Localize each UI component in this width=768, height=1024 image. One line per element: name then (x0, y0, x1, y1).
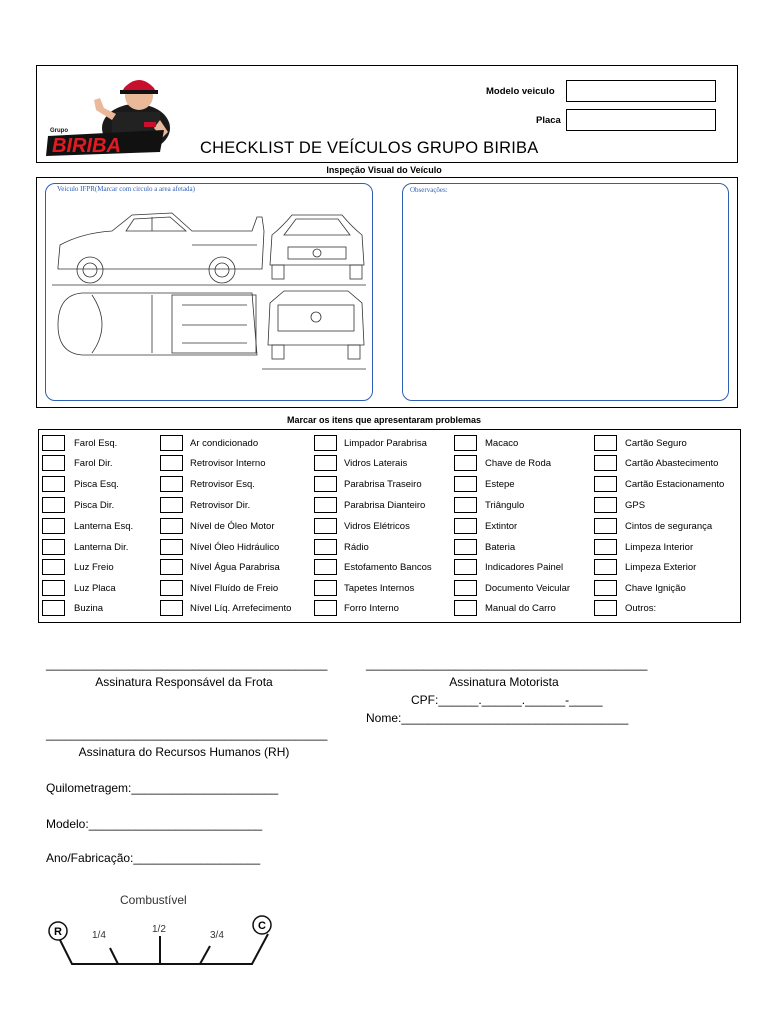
checklist-checkbox[interactable] (594, 518, 617, 534)
checklist-checkbox[interactable] (454, 435, 477, 451)
frota-signature-line[interactable]: ____________________________________________ (46, 659, 328, 671)
checklist-checkbox[interactable] (314, 580, 337, 596)
checklist-checkbox[interactable] (160, 476, 183, 492)
checklist-checkbox[interactable] (160, 539, 183, 555)
fuel-tick-quarter: 1/4 (92, 930, 106, 941)
checklist-item-label: Cintos de segurança (625, 521, 713, 532)
checklist-item-label: Retrovisor Dir. (190, 500, 251, 511)
ano-fabricacao-field[interactable]: Ano/Fabricação:___________________ (46, 851, 261, 865)
modelo-label: Modelo veiculo (486, 86, 555, 97)
checklist-checkbox[interactable] (454, 497, 477, 513)
checklist-item-label: GPS (625, 500, 646, 511)
checklist-item-label: Manual do Carro (485, 603, 556, 614)
svg-text:C: C (258, 920, 266, 932)
checklist-checkbox[interactable] (454, 476, 477, 492)
checklist-checkbox[interactable] (314, 455, 337, 471)
checklist-item-label: Buzina (74, 603, 104, 614)
checklist-item-label: Estepe (485, 479, 515, 490)
checklist-checkbox[interactable] (42, 497, 65, 513)
checklist-item-label: Nível Líq. Arrefecimento (190, 603, 292, 614)
checklist-item-label: Extintor (485, 521, 518, 532)
checklist-item-label: Parabrisa Dianteiro (344, 500, 426, 511)
checklist-checkbox[interactable] (594, 435, 617, 451)
checklist-checkbox[interactable] (160, 600, 183, 616)
rh-signature-line[interactable]: ____________________________________________ (46, 729, 328, 741)
checklist-checkbox[interactable] (454, 600, 477, 616)
checklist-item-label: Lanterna Dir. (74, 542, 129, 553)
nome-field[interactable]: Nome:__________________________________ (366, 711, 629, 725)
cpf-field[interactable]: CPF:______.______.______-_____ (411, 693, 603, 707)
checklist-checkbox[interactable] (594, 600, 617, 616)
checklist-checkbox[interactable] (314, 476, 337, 492)
checklist-item-label: Nível Água Parabrisa (190, 562, 280, 573)
frota-signature-caption: Assinatura Responsável da Frota (95, 675, 273, 689)
checklist-checkbox[interactable] (454, 559, 477, 575)
rh-signature-caption: Assinatura do Recursos Humanos (RH) (78, 745, 290, 759)
vehicle-rear-view (262, 291, 366, 369)
placa-label: Placa (536, 115, 561, 126)
checklist-checkbox[interactable] (42, 476, 65, 492)
company-logo (44, 70, 184, 160)
svg-text:Grupo: Grupo (50, 128, 68, 134)
checklist-checkbox[interactable] (314, 435, 337, 451)
vehicle-diagram (52, 195, 370, 380)
inspection-section-title: Inspeção Visual do Veículo (326, 165, 442, 175)
checklist-item-label: Luz Freio (74, 562, 114, 573)
checklist-item-label: Parabrisa Traseiro (344, 479, 422, 490)
modelo-field[interactable]: Modelo:__________________________ (46, 817, 263, 831)
checklist-item-label: Tapetes Internos (344, 583, 415, 594)
checklist-item-label: Pisca Dir. (74, 500, 115, 511)
checklist-item-label: Outros: (625, 603, 657, 614)
checklist-item-label: Limpeza Exterior (625, 562, 697, 573)
checklist-item-label: Chave de Roda (485, 458, 552, 469)
modelo-input[interactable] (566, 80, 716, 102)
checklist-item-label: Triângulo (485, 500, 525, 511)
checklist-checkbox[interactable] (594, 497, 617, 513)
checklist-item-label: Vidros Laterais (344, 458, 408, 469)
fuel-tick-half: 1/2 (152, 924, 166, 935)
checklist-checkbox[interactable] (42, 539, 65, 555)
checklist-checkbox[interactable] (454, 455, 477, 471)
checklist-item-label: Rádio (344, 542, 369, 553)
checklist-item-label: Lanterna Esq. (74, 521, 134, 532)
motorista-signature-caption: Assinatura Motorista (449, 675, 559, 689)
checklist-item-label: Chave Ignição (625, 583, 686, 594)
checklist-checkbox[interactable] (160, 435, 183, 451)
fuel-gauge (40, 888, 280, 968)
checklist-item-label: Documento Veicular (485, 583, 571, 594)
checklist-item-label: Estofamento Bancos (344, 562, 432, 573)
vehicle-side-view (52, 213, 366, 285)
checklist-item-label: Cartão Estacionamento (625, 479, 725, 490)
checklist-checkbox[interactable] (594, 476, 617, 492)
checklist-checkbox[interactable] (314, 559, 337, 575)
checklist-checkbox[interactable] (314, 600, 337, 616)
checklist-item-label: Bateria (485, 542, 516, 553)
checklist-checkbox[interactable] (314, 518, 337, 534)
checklist-checkbox[interactable] (42, 455, 65, 471)
placa-input[interactable] (566, 109, 716, 131)
checklist-item-label: Indicadores Painel (485, 562, 564, 573)
checklist-checkbox[interactable] (594, 539, 617, 555)
checklist-item-label: Nível Óleo Hidráulico (190, 542, 280, 553)
observations-box[interactable] (402, 183, 729, 401)
checklist-checkbox[interactable] (42, 580, 65, 596)
vehicle-front-view (270, 215, 364, 279)
fuel-reserve-mark (49, 922, 67, 940)
checklist-item-label: Pisca Esq. (74, 479, 119, 490)
quilometragem-field[interactable]: Quilometragem:______________________ (46, 781, 279, 795)
checklist-checkbox[interactable] (160, 580, 183, 596)
checklist-item-label: Nível de Óleo Motor (190, 521, 275, 532)
fuel-tick-three-quarter: 3/4 (210, 930, 224, 941)
checklist-item-label: Nível Fluído de Freio (190, 583, 279, 594)
checklist-item-label: Luz Placa (74, 583, 116, 594)
svg-text:R: R (54, 926, 62, 938)
checklist-item-label: Cartão Seguro (625, 438, 687, 449)
checklist-checkbox[interactable] (160, 518, 183, 534)
checklist-checkbox[interactable] (160, 497, 183, 513)
checklist-item-label: Limpador Parabrisa (344, 438, 427, 449)
observations-label: Observações: (410, 186, 448, 194)
checklist-checkbox[interactable] (454, 518, 477, 534)
checklist-checkbox[interactable] (594, 580, 617, 596)
fuel-gauge-title: Combustível (120, 893, 187, 907)
checklist-checkbox[interactable] (454, 580, 477, 596)
checklist-item-label: Limpeza Interior (625, 542, 694, 553)
checklist-item-label: Farol Dir. (74, 458, 113, 469)
checklist-item-label: Vidros Elétricos (344, 521, 410, 532)
checklist-item-label: Retrovisor Interno (190, 458, 266, 469)
checklist-checkbox[interactable] (42, 559, 65, 575)
motorista-signature-line[interactable]: ____________________________________________ (366, 659, 648, 671)
checklist-checkbox[interactable] (454, 539, 477, 555)
checklist-checkbox[interactable] (594, 559, 617, 575)
checklist-checkbox[interactable] (160, 455, 183, 471)
vehicle-top-view (58, 293, 257, 355)
checklist-section-title: Marcar os itens que apresentaram problemas (286, 415, 482, 425)
fuel-full-mark (253, 916, 271, 934)
page-title: CHECKLIST DE VEÍCULOS GRUPO BIRIBA (200, 139, 539, 157)
checklist-item-label: Forro Interno (344, 603, 399, 614)
checklist-checkbox[interactable] (314, 539, 337, 555)
svg-text:BIRIBA: BIRIBA (52, 135, 121, 157)
checklist-item-label: Ar condicionado (190, 438, 259, 449)
checklist-checkbox[interactable] (314, 497, 337, 513)
checklist-checkbox[interactable] (160, 559, 183, 575)
checklist-item-label: Farol Esq. (74, 438, 118, 449)
checklist-item-label: Retrovisor Esq. (190, 479, 255, 490)
vehicle-panel-label: Veiculo IFPR(Marcar com circulo a area afetada) (57, 185, 195, 193)
checklist-checkbox[interactable] (42, 518, 65, 534)
checklist-checkbox[interactable] (42, 600, 65, 616)
checklist-item-label: Macaco (485, 438, 519, 449)
checklist-checkbox[interactable] (594, 455, 617, 471)
checklist-checkbox[interactable] (42, 435, 65, 451)
checklist-item-label: Cartão Abastecimento (625, 458, 719, 469)
